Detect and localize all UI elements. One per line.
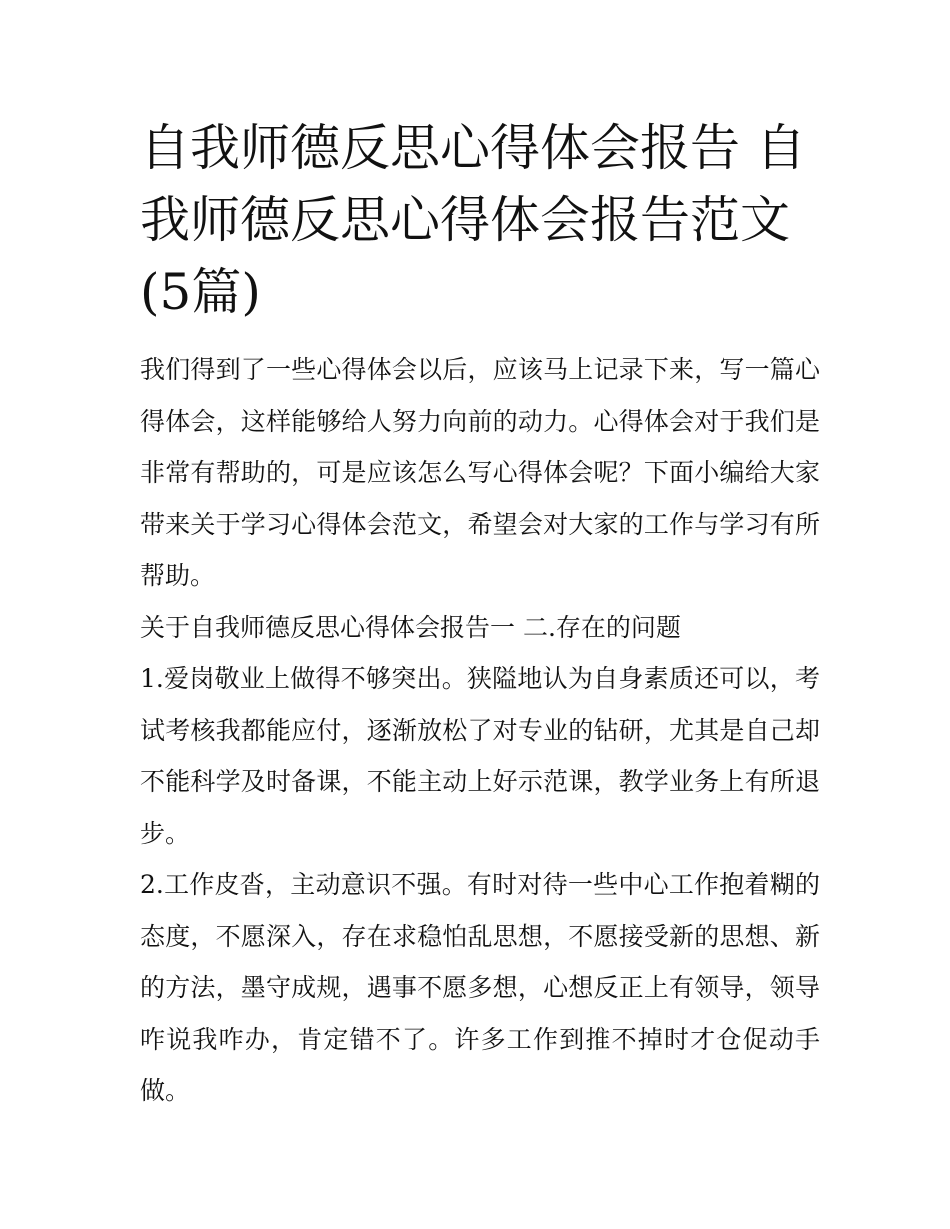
problem-item-1: 1.爱岗敬业上做得不够突出。狭隘地认为自身素质还可以，考试考核我都能应付，逐渐放松了对专业的钻研，尤其是自己却不能科学及时备课，不能主动上好示范课，教学业务上有所退步。 <box>140 664 820 848</box>
document-title: 自我师德反思心得体会报告 自我师德反思心得体会报告范文(5篇) <box>140 119 806 321</box>
section-heading: 关于自我师德反思心得体会报告一 二.存在的问题 <box>140 612 681 642</box>
intro-paragraph: 我们得到了一些心得体会以后，应该马上记录下来，写一篇心得体会，这样能够给人努力向前的动力。心得体会对于我们是非常有帮助的，可是应该怎么写心得体会呢？下面小编给大家带来关于学习心得体会范文，希望会对大家的工作与学习有所帮助。 <box>140 355 820 590</box>
document-content <box>140 112 820 1117</box>
problem-item-2: 2.工作皮沓，主动意识不强。有时对待一些中心工作抱着糊的态度，不愿深入，存在求稳怕乱思想，不愿接受新的思想、新的方法，墨守成规，遇事不愿多想，心想反正上有领导，领导咋说我咋办，肯定错不了。许多工作到推不掉时才仓促动手做。 <box>140 870 820 1105</box>
